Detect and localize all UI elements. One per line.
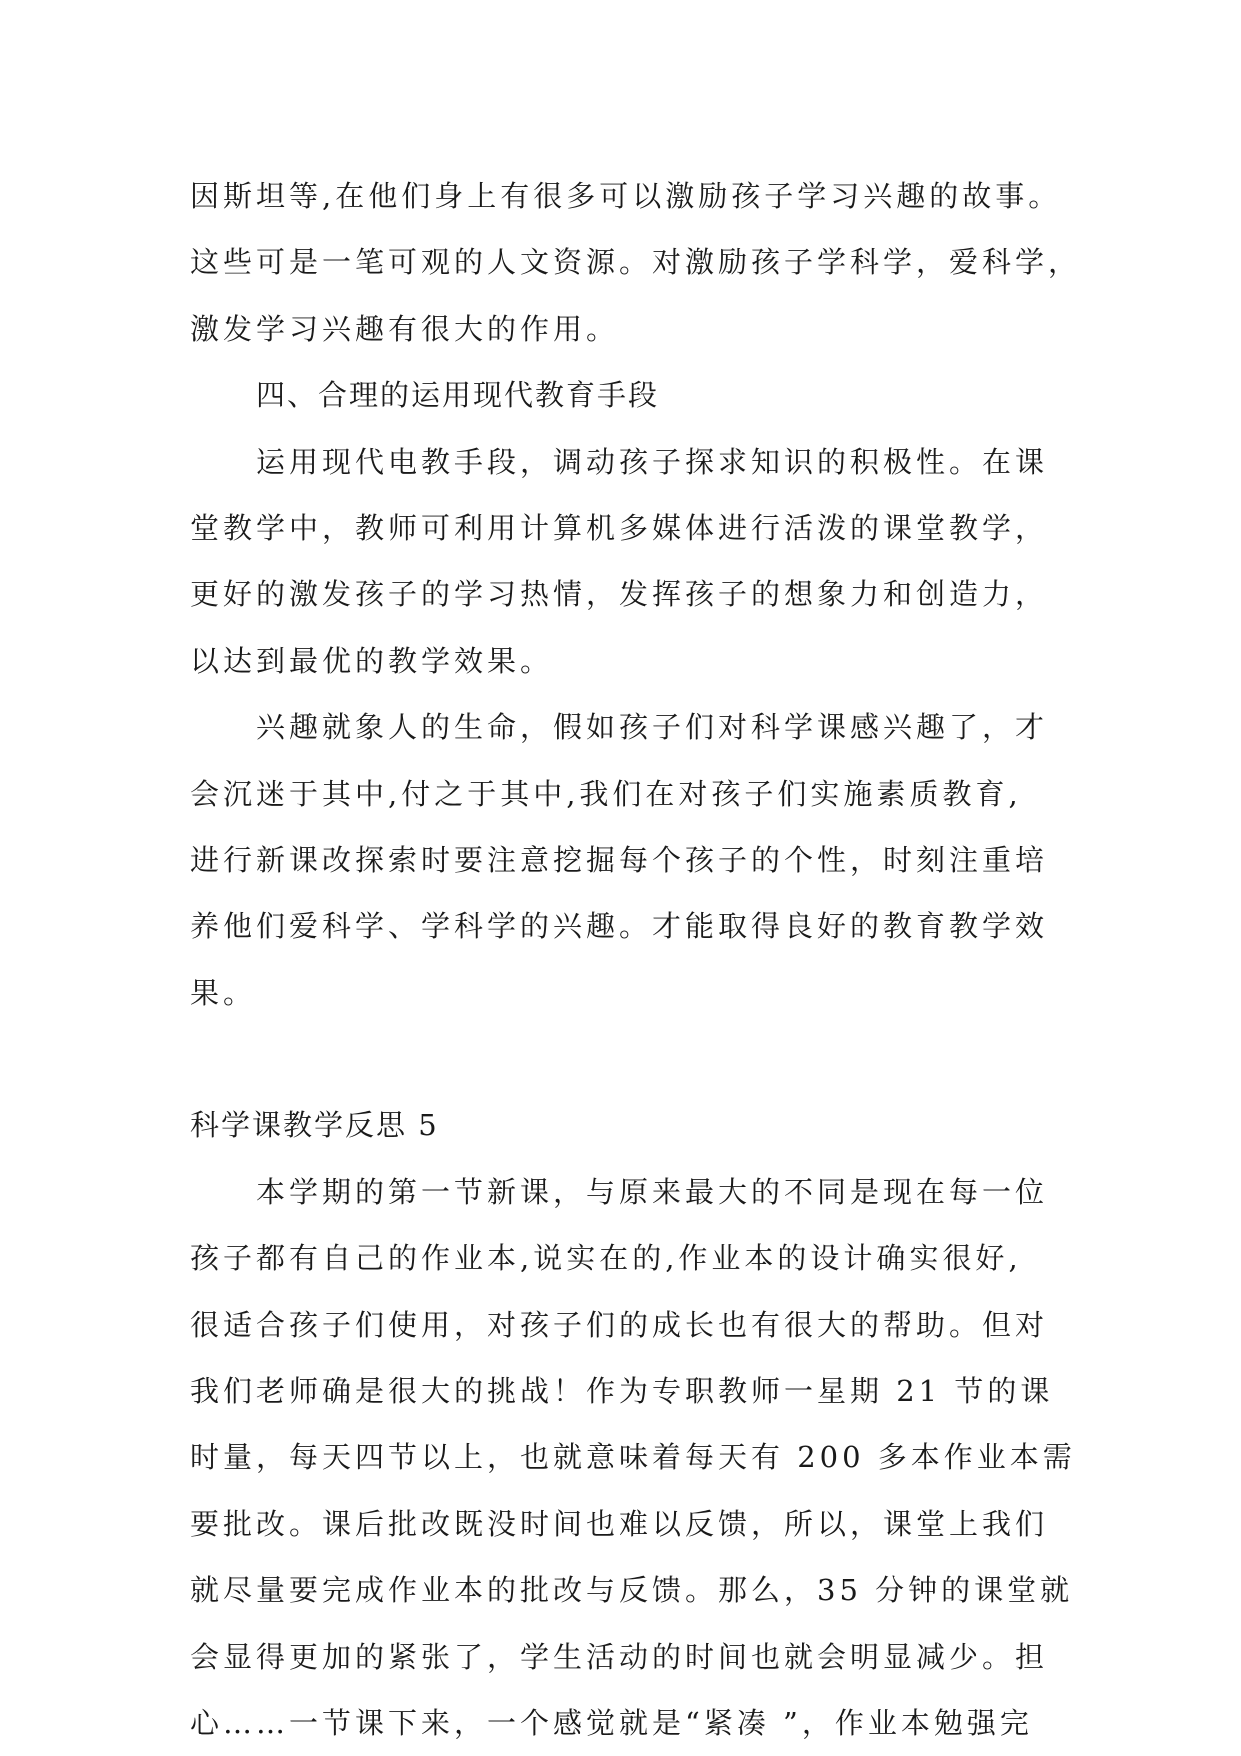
text-line: 这些可是一笔可观的人文资源。对激励孩子学科学，爱科学， bbox=[190, 245, 1082, 280]
paragraph bbox=[190, 1159, 1090, 1756]
paragraph bbox=[190, 429, 1090, 695]
text-line: 要批改。课后批改既没时间也难以反馈，所以，课堂上我们 bbox=[190, 1506, 1049, 1541]
text-line: 我们老师确是很大的挑战！作为专职教师一星期 21 节的课 bbox=[190, 1374, 1054, 1409]
document-body bbox=[190, 163, 1090, 1756]
text-line: 进行新课改探索时要注意挖掘每个孩子的个性，时刻注重培 bbox=[190, 842, 1049, 877]
text-line: 孩子都有自己的作业本,说实在的,作业本的设计确实很好, bbox=[190, 1241, 1022, 1276]
text-line: 以达到最优的教学效果。 bbox=[190, 643, 554, 678]
paragraph bbox=[190, 694, 1090, 1026]
section-heading: 四、合理的运用现代教育手段 bbox=[256, 378, 660, 413]
text-line: 会显得更加的紧张了，学生活动的时间也就会明显减少。担 bbox=[190, 1639, 1049, 1674]
text-line: 运用现代电教手段，调动孩子探求知识的积极性。在课 bbox=[256, 444, 1049, 479]
blank-line bbox=[190, 1026, 1090, 1092]
text-line: 会沉迷于其中,付之于其中,我们在对孩子们实施素质教育, bbox=[190, 776, 1022, 811]
text-line: 果。 bbox=[190, 975, 257, 1010]
text-line: 很适合孩子们使用，对孩子们的成长也有很大的帮助。但对 bbox=[190, 1307, 1049, 1342]
text-line: 心……一节课下来，一个感觉就是“紧凑 ”，作业本勉强完 bbox=[190, 1705, 1033, 1740]
text-line: 激发学习兴趣有很大的作用。 bbox=[190, 311, 620, 346]
text-line: 兴趣就象人的生命，假如孩子们对科学课感兴趣了，才 bbox=[256, 710, 1049, 745]
text-line: 就尽量要完成作业本的批改与反馈。那么，35 分钟的课堂就 bbox=[190, 1573, 1074, 1608]
text-line: 更好的激发孩子的学习热情，发挥孩子的想象力和创造力， bbox=[190, 577, 1049, 612]
section-title: 科学课教学反思 5 bbox=[190, 1108, 439, 1143]
text-line: 因斯坦等,在他们身上有很多可以激励孩子学习兴趣的故事。 bbox=[190, 179, 1062, 213]
text-line: 时量，每天四节以上，也就意味着每天有 200 多本作业本需 bbox=[190, 1440, 1076, 1475]
text-line: 堂教学中，教师可利用计算机多媒体进行活泼的课堂教学， bbox=[190, 510, 1049, 545]
text-line: 本学期的第一节新课，与原来最大的不同是现在每一位 bbox=[256, 1174, 1049, 1209]
paragraph-continuation bbox=[190, 163, 1090, 362]
text-line: 养他们爱科学、学科学的兴趣。才能取得良好的教育教学效 bbox=[190, 909, 1049, 944]
